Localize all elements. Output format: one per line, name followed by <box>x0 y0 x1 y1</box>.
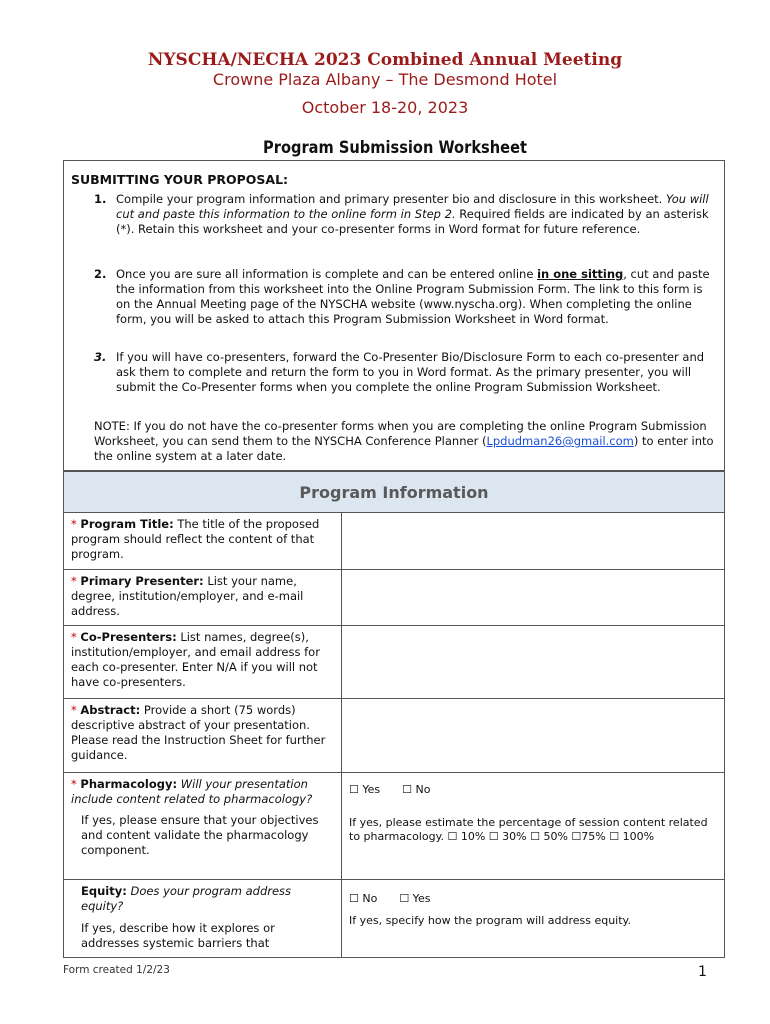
instructions-box <box>63 160 725 471</box>
field-label: Primary Presenter: <box>80 574 204 588</box>
abstract-row <box>63 699 725 773</box>
equity-options-cell <box>342 880 724 957</box>
field-description: Provide a short (75 words) descriptive abstract of your presentation. Please read the Instruction Sheet for further guidance. <box>71 703 326 762</box>
meeting-title: NYSCHA/NECHA 2023 Combined Annual Meeting <box>147 50 623 70</box>
note-text: ) to enter into the online system at a later date. <box>94 434 714 463</box>
abstract-label-cell <box>64 699 342 772</box>
field-description: The title of the proposed program should reflect the content of that program. <box>71 517 320 561</box>
instructions-heading: SUBMITTING YOUR PROPOSAL: <box>71 172 289 187</box>
field-label: Pharmacology: <box>80 777 178 791</box>
note-text: NOTE: If you do not have the co-presenter forms when you are completing the online Program Submission Worksheet, you can send them to the NYSCHA Conference Planner ( <box>94 419 707 448</box>
equity-no-yes <box>349 892 716 906</box>
venue-subtitle: Crowne Plaza Albany – The Desmond Hotel <box>212 70 558 89</box>
equity-row <box>63 880 725 958</box>
field-label: Program Title: <box>80 517 174 531</box>
required-asterisk: * <box>71 777 77 791</box>
equity-specify-text: If yes, specify how the program will address equity. <box>349 914 631 927</box>
co-presenters-label-cell <box>64 626 342 698</box>
primary-presenter-label-cell <box>64 570 342 625</box>
pharmacology-label-cell <box>64 773 342 879</box>
required-asterisk: * <box>71 574 77 588</box>
field-question: Does your program address equity? <box>81 884 292 913</box>
pharmacology-row <box>63 773 725 880</box>
equity-label-cell <box>64 880 342 957</box>
step-text: Once you are sure all information is complete and can be entered online <box>116 267 538 281</box>
field-followup: If yes, describe how it explores or addresses systemic barriers that <box>81 921 275 950</box>
field-followup: If yes, please ensure that your objectives and content validate the pharmacology component. <box>81 813 319 857</box>
primary-presenter-row <box>63 570 725 626</box>
field-label: Abstract: <box>80 703 141 717</box>
meeting-dates: October 18-20, 2023 <box>301 98 469 117</box>
step-text: Compile your program information and primary presenter bio and disclosure in this worksheet. <box>116 192 666 206</box>
pharmacology-no-checkbox[interactable]: ☐ No <box>402 783 431 796</box>
equity-no-checkbox[interactable]: ☐ No <box>349 892 378 905</box>
field-question: Will your presentation include content related to pharmacology? <box>71 777 313 806</box>
worksheet-title: Program Submission Worksheet <box>263 138 527 158</box>
field-description: List names, degree(s), institution/employer, and email address for each co-presenter. Enter N/A if you will not have co-presenters. <box>71 630 320 689</box>
step-text: Required fields are indicated by an asterisk (*). Retain this worksheet and your co-presenter forms in Word format for future reference. <box>116 207 709 236</box>
note-paragraph <box>94 419 714 464</box>
equity-yes-checkbox[interactable]: ☐ Yes <box>399 892 431 905</box>
program-information-heading: Program Information <box>63 471 725 513</box>
field-description: List your name, degree, institution/employer, and e-mail address. <box>71 574 304 618</box>
abstract-input-cell[interactable] <box>342 699 724 772</box>
program-title-label-cell <box>64 513 342 569</box>
form-created-date: Form created 1/2/23 <box>63 964 170 976</box>
required-asterisk: * <box>71 517 77 531</box>
pharmacology-percentage-estimate[interactable]: If yes, please estimate the percentage of session content related to pharmacology. ☐ 10% ☐ 30% ☐ 50% ☐75% ☐ 100% <box>349 816 708 843</box>
step-emphasis: in one sitting <box>537 267 624 281</box>
step-text: If you will have co-presenters, forward the Co-Presenter Bio/Disclosure Form to each co-presenter and ask them to complete and return the form to you in Word format. As the primary presenter, you will submit the Co-Presenter forms when you complete the online Program Submission Worksheet. <box>116 350 705 394</box>
planner-email-link[interactable]: Lpdudman26@gmail.com <box>486 434 634 448</box>
instruction-step-2 <box>94 267 712 327</box>
step-number: 2. <box>94 267 107 281</box>
program-title-row <box>63 513 725 570</box>
pharmacology-options-cell <box>342 773 724 879</box>
co-presenters-row <box>63 626 725 699</box>
field-label: Co-Presenters: <box>80 630 177 644</box>
co-presenters-input-cell[interactable] <box>342 626 724 698</box>
pharmacology-yes-checkbox[interactable]: ☐ Yes <box>349 783 381 796</box>
required-asterisk: * <box>71 630 77 644</box>
field-label: Equity: <box>81 884 127 898</box>
step-number: 1. <box>94 192 107 206</box>
step-emphasis: You will cut and paste this information to the online form in Step 2. <box>116 192 709 221</box>
instruction-step-1 <box>94 192 712 237</box>
primary-presenter-input-cell[interactable] <box>342 570 724 625</box>
page-number: 1 <box>698 964 707 980</box>
instruction-step-3 <box>94 350 712 395</box>
program-title-input-cell[interactable] <box>342 513 724 569</box>
required-asterisk: * <box>71 703 77 717</box>
pharmacology-yes-no <box>349 783 716 797</box>
step-text: , cut and paste the information from this worksheet into the Online Program Submission Form. The link to this form is on the Annual Meeting page of the NYSCHA website (www.nyscha.org). When completing the online form, you will be asked to attach this Program Submission Worksheet in Word format. <box>116 267 710 326</box>
step-number: 3. <box>94 350 107 364</box>
